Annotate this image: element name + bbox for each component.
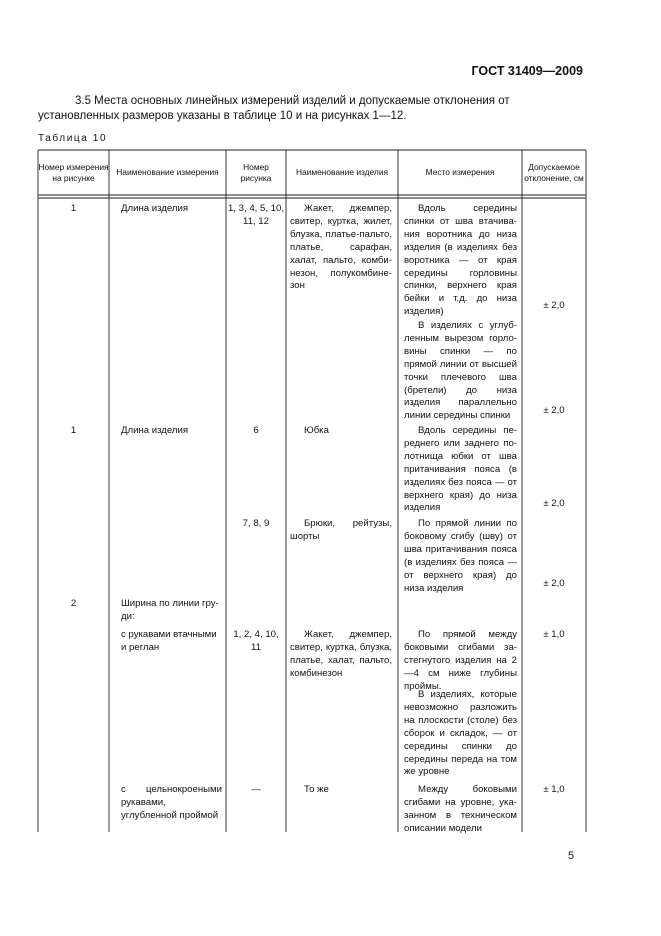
row1-figures: 1, 3, 4, 5, 10, 11, 12 — [228, 203, 285, 227]
row3-place: По прямой линии по боковому сгибу (шву) от шва притачивания пояса (в изделиях без пояса — от верхнего края) до низа изделия — [404, 518, 517, 594]
row6-item: То же — [304, 784, 329, 795]
row3-item: Брюки, рейтузы, шорты — [290, 518, 392, 542]
row2-item: Юбка — [304, 425, 329, 436]
row4-measure: Ширина по линии груди: — [121, 598, 219, 622]
row1-tolerance-b: ± 2,0 — [543, 405, 565, 416]
row2-tolerance: ± 2,0 — [543, 498, 565, 509]
row1-place-a: Вдоль середины спинки от шва втачивания воротника до низа изделия (в изделиях без воротника — от края середины горловины спинки, верхнего края бейки и т.д. до низа изделия) — [404, 203, 517, 318]
column-header-measure-name: Наименование измерения — [116, 167, 219, 177]
standard-designation: ГОСТ 31409—2009 — [471, 64, 583, 78]
row2-number: 1 — [70, 425, 77, 436]
row6-figures: — — [251, 784, 261, 795]
row1-measure: Длина изделия — [121, 203, 189, 214]
row1-item: Жакет, джемпер, свитер, куртка, жилет, блузка, платье-пальто, платье, сарафан, халат, пальто, комбинезон, полукомбинезон — [290, 203, 392, 292]
row4-number: 2 — [70, 598, 77, 609]
row6-place: Между боковыми сгибами на уровне, указанном в техническом описании модели — [404, 784, 517, 834]
row2-figures: 6 — [253, 425, 259, 436]
row2-place: Вдоль середины переднего или заднего полотнища юбки от шва притачивания пояса (в изделиях без пояса — от верхнего края) до низа изделия — [404, 425, 517, 514]
row1-number: 1 — [70, 203, 77, 214]
row6-tolerance: ± 1,0 — [543, 784, 565, 795]
row6-measure: с цельнокроеными рукавами, углубленной проймой — [121, 784, 222, 821]
row5-place-a: По прямой между боковыми сгибами застегнутого изделия на 2—4 см ниже глубины проймы. — [404, 629, 517, 692]
page-number: 5 — [568, 850, 575, 862]
row5-item: Жакет, джемпер, свитер, куртка, блузка, платье, халат, пальто, комбинезон — [290, 629, 392, 679]
column-header-tolerance: Допускаемое отклонение, см — [524, 161, 584, 183]
intro-paragraph: 3.5 Места основных линейных измерений изделий и допускаемые отклонения от установленных размеров указаны в таблице 10 и на рисунках 1—12. — [38, 95, 510, 122]
table-caption: Таблица 10 — [38, 133, 108, 144]
column-header-figure: Номер рисунка — [240, 161, 272, 183]
row1-place-b: В изделиях с углубленным вырезом горловины спинки — по прямой линии от высшей точки плечевого шва (бретели) до низа изделия параллельно линии середины спинки — [404, 320, 517, 422]
column-header-item: Наименование изделия — [295, 167, 389, 177]
row5-measure: с рукавами втачными и реглан — [121, 629, 217, 653]
row5-tolerance: ± 1,0 — [543, 629, 565, 640]
row3-figures: 7, 8, 9 — [242, 518, 270, 529]
row1-tolerance-a: ± 2,0 — [543, 300, 565, 311]
row3-tolerance: ± 2,0 — [543, 578, 565, 589]
row5-figures: 1, 2, 4, 10, 11 — [233, 629, 279, 653]
column-header-number: Номер измерения на рисунке — [38, 161, 109, 183]
row2-measure: Длина изделия — [121, 425, 189, 436]
row5-place-b: В изделиях, которые невозможно разложить на плоскости (столе) без сборок и складок, — от середины спинки до середины переда на том же уровне — [404, 689, 517, 778]
column-header-place: Место измерения — [425, 167, 495, 177]
